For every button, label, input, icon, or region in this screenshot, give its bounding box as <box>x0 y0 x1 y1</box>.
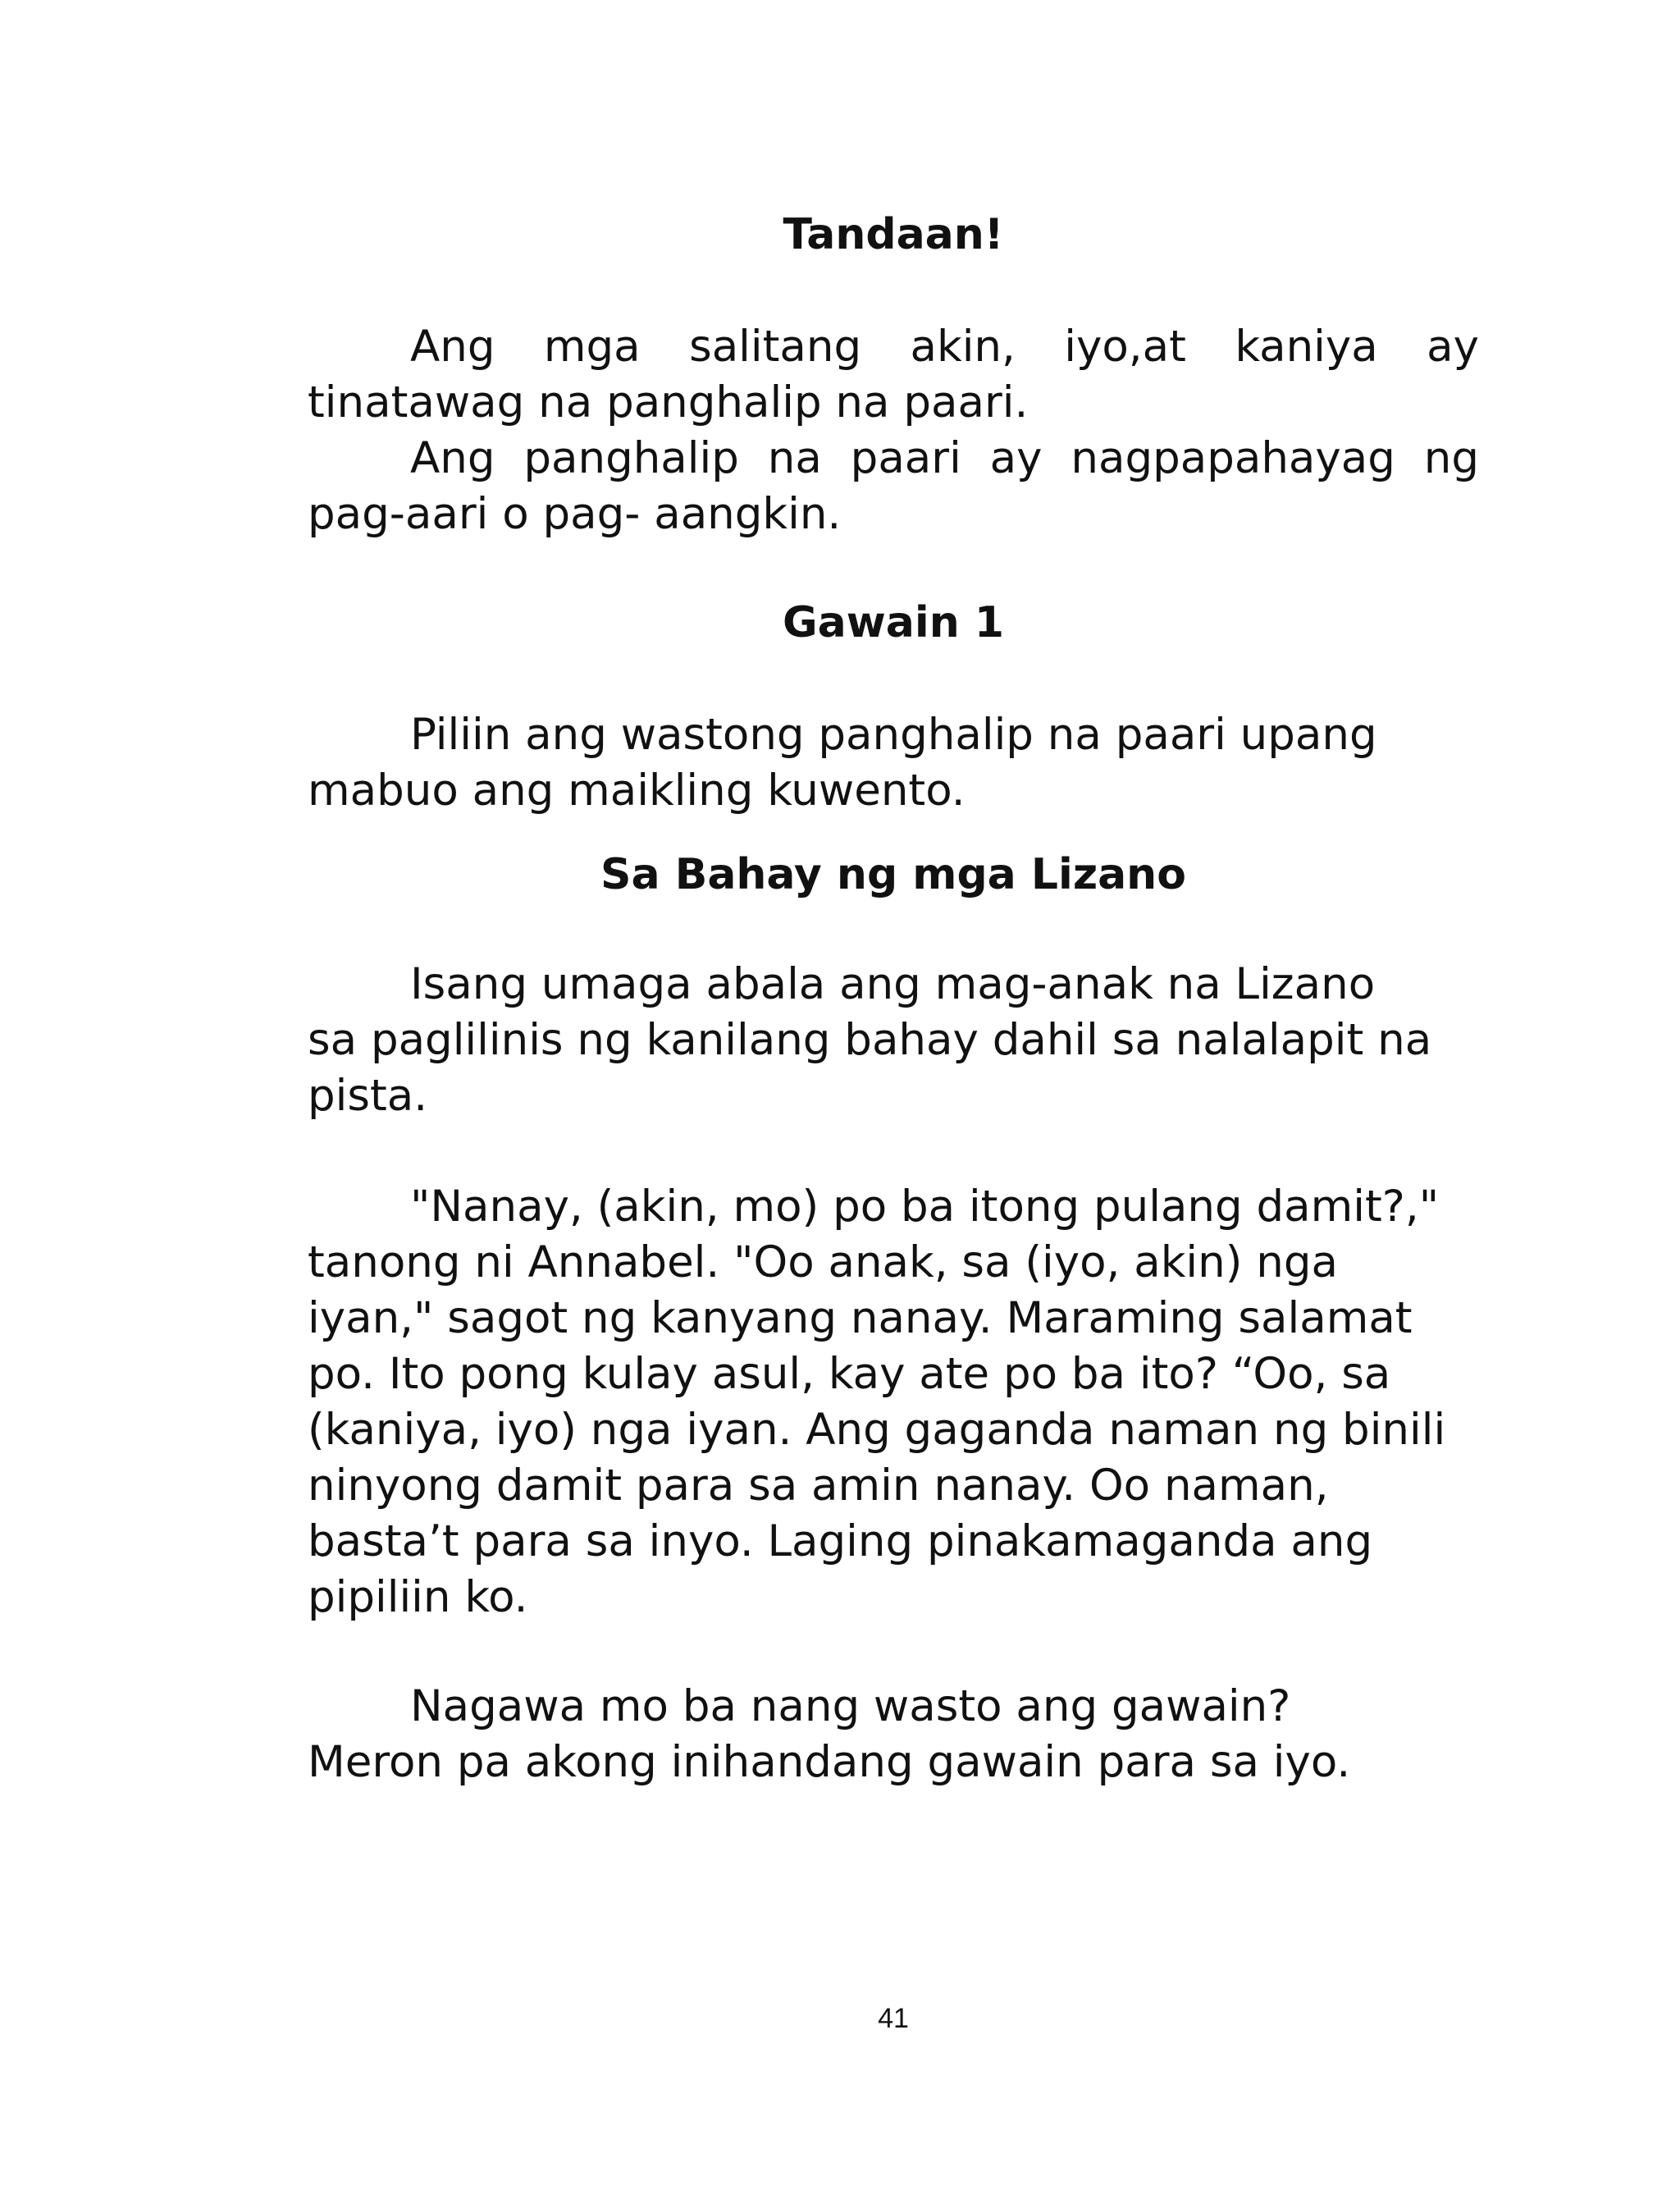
story-line: pista. <box>308 1071 428 1121</box>
tandaan-paragraph-2: Ang panghalip na paari ay nagpapahayag ng pag-aari o pag- aangkin. <box>308 433 1479 539</box>
story-line: iyan," sagot ng kanyang nanay. Maraming salamat <box>308 1293 1413 1343</box>
story-paragraph-1 <box>308 957 1479 1124</box>
story-line: sa paglilinis ng kanilang bahay dahil sa nalalapit na <box>308 1015 1432 1065</box>
story-line: basta’t para sa inyo. Laging pinakamaganda ang <box>308 1516 1373 1566</box>
story-line: Isang umaga abala ang mag-anak na Lizano <box>410 959 1376 1009</box>
story-line: pipiliin ko. <box>308 1572 528 1622</box>
closing-line: Nagawa mo ba nang wasto ang gawain? <box>410 1681 1291 1731</box>
closing-line: Meron pa akong inihandang gawain para sa iyo. <box>308 1737 1351 1787</box>
story-line: tanong ni Annabel. "Oo anak, sa (iyo, akin) nga <box>308 1237 1338 1287</box>
story-title: Sa Bahay ng mga Lizano <box>600 850 1186 899</box>
tandaan-heading: Tandaan! <box>783 210 1004 259</box>
story-line: "Nanay, (akin, mo) po ba itong pulang damit?," <box>410 1182 1440 1232</box>
story-paragraph-2 <box>308 1179 1479 1625</box>
story-line: ninyong damit para sa amin nanay. Oo naman, <box>308 1461 1329 1511</box>
story-line: (kaniya, iyo) nga iyan. Ang gaganda naman ng binili <box>308 1405 1446 1455</box>
gawain-instruction <box>308 707 1479 819</box>
gawain-heading: Gawain 1 <box>782 598 1005 647</box>
story-line: po. Ito pong kulay asul, kay ate po ba ito? “Oo, sa <box>308 1349 1391 1399</box>
closing-paragraph <box>308 1679 1479 1790</box>
tandaan-paragraph-1: Ang mga salitang akin, iyo,at kaniya ay tinatawag na panghalip na paari. <box>308 322 1479 427</box>
instruction-line: mabuo ang maikling kuwento. <box>308 766 966 816</box>
page-number: 41 <box>878 2003 909 2034</box>
instruction-line: Piliin ang wastong panghalip na paari upang <box>410 710 1377 760</box>
